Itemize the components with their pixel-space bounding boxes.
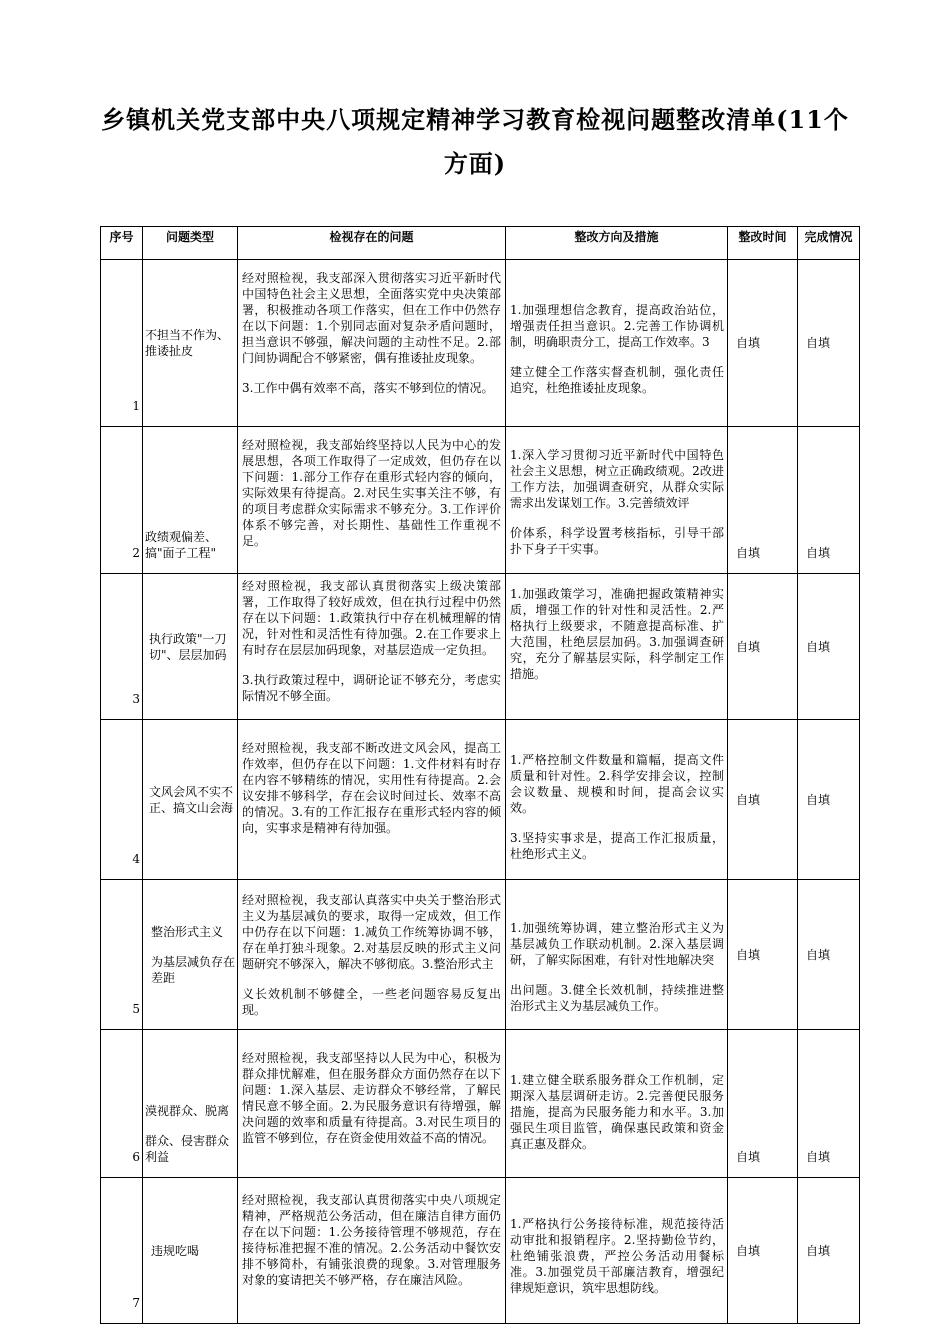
measures-cell <box>506 720 728 880</box>
measures-cell <box>506 1178 728 1324</box>
completion-status: 自填 <box>798 1030 860 1178</box>
problems-text: 3.执行政策过程中，调研论证不够充分，考虑实际情况不够全面。 <box>242 673 501 703</box>
rectify-time: 自填 <box>728 880 798 1030</box>
header-row <box>101 227 860 260</box>
problems-text: 经对照检视，我支部始终坚持以人民为中心的发展思想，各项工作取得了一定成效，但仍存在以下问题：1.部分工作存在重形式轻内容的倾向，实际效果有待提高。2.对民生实事关注不够，有的项目考虑群众实际需求不够充分。3.工作评价体系不够完善，对长期性、基础性工作重视不足。 <box>242 438 501 548</box>
table-row <box>101 260 860 427</box>
problems-text: 3.工作中偶有效率不高，落实不够到位的情况。 <box>242 381 494 395</box>
problems-cell <box>238 1030 506 1178</box>
completion-status: 自填 <box>798 427 860 574</box>
row-number: 4 <box>101 720 143 880</box>
measures-text: 1.加强政策学习，准确把握政策精神实质，增强工作的针对性和灵活性。2.严格执行上级要求，不随意提高标准、扩大范围，杜绝层层加码。3.加强调查研究，充分了解基层实际，科学制定工作措施。 <box>510 587 724 681</box>
problems-text: 经对照检视，我支部坚持以人民为中心，积极为群众排忧解难，但在服务群众方面仍然存在以下问题：1.深入基层、走访群众不够经常，了解民情民意不够全面。2.为民服务意识有待增强，解决问题的效率和质量有待提高。3.对民生项目的监管不够到位，存在资金使用效益不高的情况。 <box>242 1051 501 1145</box>
problems-text: 经对照检视，我支部深入贯彻落实习近平新时代中国特色社会主义思想，全面落实党中央决策部署，积极推动各项工作落实，但在工作中仍然存在以下问题：1.个别同志面对复杂矛盾问题时，担当意识不够强，解决问题的主动性不足。2.部门间协调配合不够紧密，偶有推诿扯皮现象。 <box>242 271 501 365</box>
table-row <box>101 427 860 574</box>
table-row <box>101 720 860 880</box>
completion-status: 自填 <box>798 1178 860 1324</box>
measures-text: 1.深入学习贯彻习近平新时代中国特色社会主义思想，树立正确政绩观。2改进工作方法，加强调查研究，从群众实际需求出发谋划工作。3.完善绩效评 <box>510 448 724 510</box>
measures-text: 出问题。3.健全长效机制，持续推进整治形式主义为基层减负工作。 <box>510 983 724 1013</box>
completion-status: 自填 <box>798 260 860 427</box>
measures-cell <box>506 880 728 1030</box>
problem-type: 不担当不作为、推诿扯皮 <box>143 260 238 427</box>
problem-type: 为基层减负存在差距 <box>151 954 236 985</box>
measures-cell <box>506 427 728 574</box>
row-number: 7 <box>101 1178 143 1324</box>
rectify-time: 自填 <box>728 260 798 427</box>
problems-cell <box>238 574 506 720</box>
measures-cell <box>506 260 728 427</box>
row-number: 5 <box>101 880 143 1030</box>
problem-type: 漠视群众、脱离 <box>145 1104 230 1118</box>
problem-type: 文风会风不实不正、搞文山会海 <box>143 720 238 880</box>
header-type: 问题类型 <box>143 227 238 260</box>
rectify-time: 自填 <box>728 1030 798 1178</box>
problems-cell <box>238 427 506 574</box>
rectify-time: 自填 <box>728 427 798 574</box>
problem-type-cell <box>143 880 238 1030</box>
table-row <box>101 880 860 1030</box>
header-done: 完成情况 <box>798 227 860 260</box>
rectify-time: 自填 <box>728 1178 798 1324</box>
problems-cell <box>238 880 506 1030</box>
problem-type: 执行政策"一刀切"、层层加码 <box>143 574 238 720</box>
measures-text: 1.加强理想信念教育，提高政治站位， 增强责任担当意识。2.完善工作协调机 制，明确职责分工，提高工作效率。3 <box>510 303 724 349</box>
completion-status: 自填 <box>798 574 860 720</box>
problem-type: 群众、侵害群众利益 <box>145 1134 230 1164</box>
table-row <box>101 1030 860 1178</box>
header-time: 整改时间 <box>728 227 798 260</box>
header-problems: 检视存在的问题 <box>238 227 506 260</box>
row-number: 2 <box>101 427 143 574</box>
completion-status: 自填 <box>798 720 860 880</box>
document-title: 乡镇机关党支部中央八项规定精神学习教育检视问题整改清单(11个方面) <box>101 105 849 178</box>
measures-text: 1.严格控制文件数量和篇幅，提高文件质量和针对性。2.科学安排会议，控制会议数量、规模和时间，提高会议实效。 <box>510 753 724 815</box>
measures-text: 1.加强统筹协调，建立整治形式主义为基层减负工作联动机制。2.深入基层调研，了解实际困难，有针对性地解决突 <box>510 921 724 967</box>
measures-cell <box>506 1030 728 1178</box>
problems-text: 经对照检视，我支部认真贯彻落实上级决策部署，工作取得了较好成效，但在执行过程中仍然存在以下问题：1.政策执行中存在机械理解的情况，针对性和灵活性有待加强。2.在工作要求上有时存在层层加码现象，对基层造成一定负担。 <box>242 579 501 657</box>
problem-type-cell <box>143 1030 238 1178</box>
table-row <box>101 574 860 720</box>
rectify-time: 自填 <box>728 720 798 880</box>
row-number: 1 <box>101 260 143 427</box>
problems-cell <box>238 1178 506 1324</box>
header-measures: 整改方向及措施 <box>506 227 728 260</box>
table-row <box>101 1178 860 1324</box>
measures-cell <box>506 574 728 720</box>
completion-status: 自填 <box>798 880 860 1030</box>
row-number: 3 <box>101 574 143 720</box>
problems-text: 经对照检视，我支部认真贯彻落实中央八项规定 精神，严格规范公务活动，但在廉洁自律方面仍 存在以下问题：1.公务接待管理不够规范，存在 接待标准把握不准的情况。2.公务活动中餐饮安 排不够简朴，有铺张浪费的现象。3.对管理服务 对象的宴请把关不够严格，存在廉洁风险。 <box>242 1193 501 1287</box>
header-no: 序号 <box>101 227 143 260</box>
measures-text: 建立健全工作落实督查机制，强化责任追究，杜绝推诿扯皮现象。 <box>510 365 724 395</box>
measures-text: 3.坚持实事求是，提高工作汇报质量， 杜绝形式主义。 <box>510 831 724 861</box>
problems-cell <box>238 720 506 880</box>
problem-type: 政绩观偏差、搞"面子工程" <box>143 427 238 574</box>
measures-text: 1.建立健全联系服务群众工作机制，定期深入基层调研走访。2.完善便民服务措施，提高为民服务能力和水平。3.加强民生项目监管，确保惠民政策和资金真正惠及群众。 <box>510 1073 724 1151</box>
problems-text: 经对照检视，我支部认真落实中央关于整治形式主义为基层减负的要求，取得一定成效，但工作中仍存在以下问题：1.减负工作统筹协调不够，存在单打独斗现象。2.对基层反映的形式主义问题研究不够深入，解决不够彻底。3.整治形式主 <box>242 893 501 971</box>
problem-type: 整治形式主义 <box>151 924 224 939</box>
rectification-table <box>100 226 860 1324</box>
problems-text: 义长效机制不够健全，一些老问题容易反复出现。 <box>242 987 501 1017</box>
problem-type: 违规吃喝 <box>143 1178 238 1324</box>
problems-text: 经对照检视，我支部不断改进文风会风，提高工作效率，但仍存在以下问题：1.文件材料有时存在内容不够精练的情况，实用性有待提高。2.会议安排不够科学，存在会议时间过长、效率不高的情况。3.有的工作汇报存在重形式轻内容的倾向，实事求是精神有待加强。 <box>242 741 501 835</box>
rectify-time: 自填 <box>728 574 798 720</box>
measures-text: 1.严格执行公务接待标准，规范接待活动审批和报销程序。2.坚持勤俭节约，杜绝铺张浪费，严控公务活动用餐标准。3.加强党员干部廉洁教育，增强纪律规矩意识，筑牢思想防线。 <box>510 1217 724 1295</box>
row-number: 6 <box>101 1030 143 1178</box>
problems-cell <box>238 260 506 427</box>
measures-text: 价体系，科学设置考核指标，引导干部扑下身子干实事。 <box>510 526 724 556</box>
